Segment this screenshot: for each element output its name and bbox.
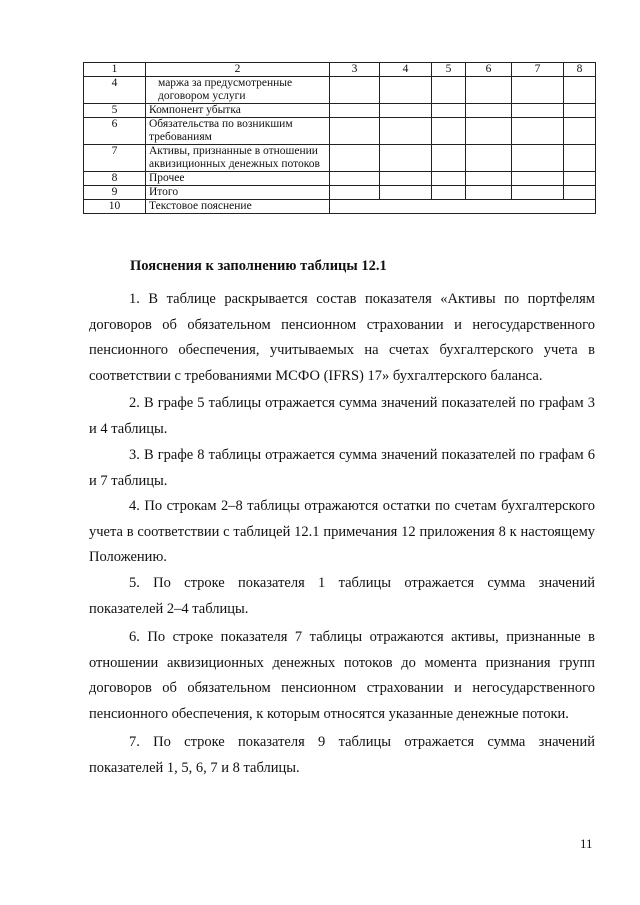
column-number: 3 — [330, 63, 380, 77]
row-label: Активы, признанные в отношении аквизиционных денежных потоков — [146, 145, 330, 172]
column-number: 2 — [146, 63, 330, 77]
paragraph-6: 6. По строке показателя 7 таблицы отражаются активы, признанные в отношении аквизиционных денежных потоков до момента признания групп договоров об обязательном пенсионном страховании и негосударственного пенсионного обеспечения, к которым относятся указанные денежные потоки. — [89, 629, 595, 722]
paragraph-7: 7. По строке показателя 9 таблицы отражается сумма значений показателей 1, 5, 6, 7 и 8 таблицы. — [89, 734, 595, 776]
indicator-table — [83, 62, 596, 214]
paragraph-2: 2. В графе 5 таблицы отражается сумма значений показателей по графам 3 и 4 таблицы. — [89, 395, 595, 437]
row-number: 4 — [84, 77, 146, 104]
column-number: 8 — [564, 63, 596, 77]
table-row — [84, 104, 596, 118]
table-row — [84, 77, 596, 104]
table-row — [84, 186, 596, 200]
table-row — [84, 118, 596, 145]
column-number: 5 — [432, 63, 466, 77]
row-number: 5 — [84, 104, 146, 118]
column-number: 1 — [84, 63, 146, 77]
column-number: 7 — [512, 63, 564, 77]
table-header-row — [84, 63, 596, 77]
column-number: 4 — [380, 63, 432, 77]
paragraph-4: 4. По строкам 2–8 таблицы отражаются остатки по счетам бухгалтерского учета в соответствии с таблицей 12.1 примечания 12 приложения 8 к настоящему Положению. — [89, 498, 595, 565]
row-number: 8 — [84, 172, 146, 186]
row-label: Прочее — [146, 172, 330, 186]
table-row — [84, 172, 596, 186]
section-heading: Пояснения к заполнению таблицы 12.1 — [130, 258, 387, 274]
table-row — [84, 200, 596, 214]
row-number: 7 — [84, 145, 146, 172]
paragraph-1: 1. В таблице раскрывается состав показателя «Активы по портфелям договоров об обязательном пенсионном страховании и негосударственного пенсионного обеспечения, учитываемых на счетах бухгалтерского учета в соответствии с требованиями МСФО (IFRS) 17» бухгалтерского баланса. — [89, 291, 595, 384]
row-number: 6 — [84, 118, 146, 145]
row-label: Текстовое пояснение — [146, 200, 330, 214]
table-row — [84, 145, 596, 172]
column-number: 6 — [466, 63, 512, 77]
page-number: 11 — [580, 836, 593, 851]
paragraph-3: 3. В графе 8 таблицы отражается сумма значений показателей по графам 6 и 7 таблицы. — [89, 447, 595, 489]
paragraph-5: 5. По строке показателя 1 таблицы отражается сумма значений показателей 2–4 таблицы. — [89, 575, 595, 617]
row-label: Обязательства по возникшим требованиям — [146, 118, 330, 145]
row-label: Компонент убытка — [146, 104, 330, 118]
row-number: 9 — [84, 186, 146, 200]
row-label: маржа за предусмотренные договором услуги — [146, 77, 330, 104]
row-number: 10 — [84, 200, 146, 214]
row-label: Итого — [146, 186, 330, 200]
